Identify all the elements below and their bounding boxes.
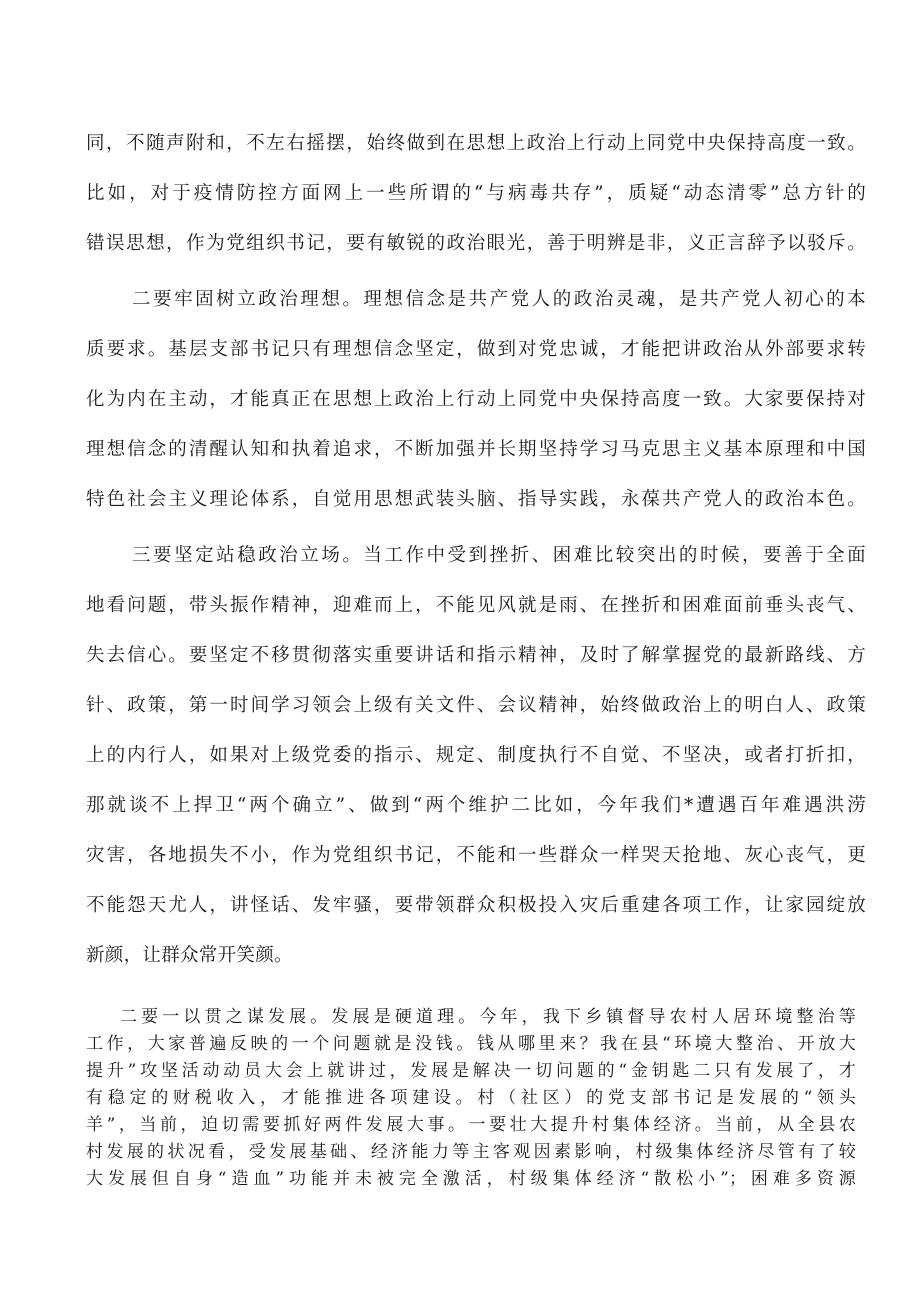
paragraph-line: 同，不随声附和，不左右摇摆，始终做到在思想上政治上行动上同党中央保持高度一致。: [86, 133, 866, 154]
paragraph-line: 有稳定的财税收入，才能推进各项建设。村（社区）的党支部书记是发展的“领头: [86, 1088, 856, 1108]
paragraph-line: 特色社会主义理论体系，自觉用思想武装头脑、指导实践，永葆共产党人的政治本色。: [86, 489, 866, 510]
paragraph-line: 错误思想，作为党组织书记，要有敏锐的政治眼光，善于明辨是非，义正言辞予以驳斥。: [86, 233, 866, 254]
paragraph-line: 地看问题，带头振作精神，迎难而上，不能见风就是雨、在挫折和困难面前垂头丧气、: [86, 595, 866, 616]
paragraph-line: 那就谈不上捍卫“两个确立”、做到“两个维护二比如，今年我们*遭遇百年难遇洪涝: [86, 795, 866, 816]
paragraph-line: 理想信念的清醒认知和执着追求，不断加强并长期坚持学习马克思主义基本原理和中国: [86, 439, 866, 460]
paragraph-line: 失去信心。要坚定不移贯彻落实重要讲话和指示精神，及时了解掌握党的最新路线、方: [86, 645, 866, 666]
paragraph-line: 三要坚定站稳政治立场。当工作中受到挫折、困难比较突出的时候，要善于全面: [132, 545, 866, 566]
paragraph-line: 针、政策，第一时间学习领会上级有关文件、会议精神，始终做政治上的明白人、政策: [86, 695, 866, 716]
paragraph-line: 质要求。基层支部书记只有理想信念坚定，做到对党忠诚，才能把讲政治从外部要求转: [86, 339, 866, 360]
paragraph-line: 二要一以贯之谋发展。发展是硬道理。今年，我下乡镇督导农村人居环境整治等: [120, 1007, 856, 1027]
paragraph-line: 大发展但自身“造血”功能并未被完全激活，村级集体经济“散松小”；困难多资源: [86, 1169, 856, 1189]
paragraph-line: 灾害，各地损失不小，作为党组织书记，不能和一些群众一样哭天抢地、灰心丧气，更: [86, 845, 866, 866]
paragraph-line: 不能怨天尤人，讲怪话、发牢骚，要带领群众积极投入灾后重建各项工作，让家园绽放: [86, 895, 866, 916]
paragraph-line: 工作，大家普遍反映的一个问题就是没钱。钱从哪里来？我在县“环境大整治、开放大: [86, 1034, 856, 1054]
paragraph-line: 二要牢固树立政治理想。理想信念是共产党人的政治灵魂，是共产党人初心的本: [132, 289, 866, 310]
paragraph-line: 上的内行人，如果对上级党委的指示、规定、制度执行不自觉、不坚决，或者打折扣，: [86, 745, 866, 766]
paragraph-line: 提升”攻坚活动动员大会上就讲过，发展是解决一切问题的“金钥匙二只有发展了，才: [86, 1061, 856, 1081]
paragraph-line: 比如，对于疫情防控方面网上一些所谓的“与病毒共存”，质疑“动态清零”总方针的: [86, 183, 866, 204]
paragraph-line: 新颜，让群众常开笑颜。: [86, 945, 293, 966]
paragraph-line: 村发展的状况看，受发展基础、经济能力等主客观因素影响，村级集体经济尽管有了较: [86, 1142, 856, 1162]
paragraph-line: 化为内在主动，才能真正在思想上政治上行动上同党中央保持高度一致。大家要保持对: [86, 389, 866, 410]
paragraph-line: 羊”，当前，迫切需要抓好两件发展大事。一要壮大提升村集体经济。当前，从全县农: [86, 1115, 856, 1135]
